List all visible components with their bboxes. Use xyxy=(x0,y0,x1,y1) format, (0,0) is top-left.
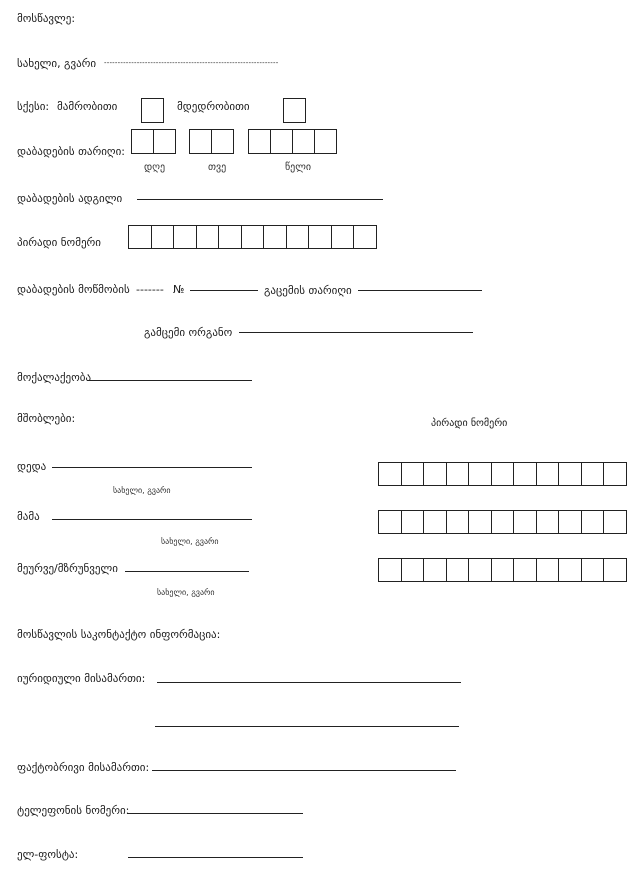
guardian-name-line[interactable] xyxy=(125,571,249,572)
name-field[interactable]: ---------------------------------------------------------------- xyxy=(104,59,279,67)
male-label: მამრობითი xyxy=(57,100,118,113)
student-heading: მოსწავლე: xyxy=(17,12,76,25)
guardian-label: მეურვე/მზრუნველი xyxy=(17,562,118,575)
number-sign: № xyxy=(173,283,185,296)
mother-label: დედა xyxy=(17,460,47,473)
guardian-name-caption: სახელი, გვარი xyxy=(157,588,215,597)
mother-personal-number-boxes[interactable] xyxy=(378,462,627,486)
legal-address-line-2[interactable] xyxy=(155,726,459,727)
issuing-authority-label: გამცემი ორგანო xyxy=(144,326,233,339)
guardian-personal-number-boxes[interactable] xyxy=(378,558,627,582)
father-personal-number-boxes[interactable] xyxy=(378,510,627,534)
mother-name-caption: სახელი, გვარი xyxy=(113,486,171,495)
parents-heading: მშობლები: xyxy=(17,412,76,425)
year-caption: წელი xyxy=(285,162,312,173)
birth-certificate-label: დაბადების მოწმობის xyxy=(17,283,130,296)
citizenship-line[interactable] xyxy=(87,380,252,381)
phone-line[interactable] xyxy=(128,813,303,814)
contact-heading: მოსწავლის საკონტაქტო ინფორმაცია: xyxy=(17,628,221,641)
male-checkbox[interactable] xyxy=(141,98,164,123)
birth-certificate-dashes: ------- xyxy=(136,283,164,296)
certificate-number-line[interactable] xyxy=(190,290,258,291)
birth-place-label: დაბადების ადგილი xyxy=(17,192,123,205)
name-label: სახელი, გვარი xyxy=(17,57,97,70)
female-checkbox[interactable] xyxy=(283,98,306,123)
month-caption: თვე xyxy=(208,162,227,173)
issuing-authority-line[interactable] xyxy=(239,332,473,333)
personal-number-boxes[interactable] xyxy=(128,225,377,249)
phone-label: ტელეფონის ნომერი: xyxy=(17,804,130,817)
father-label: მამა xyxy=(17,510,40,523)
female-label: მდედრობითი xyxy=(177,100,250,113)
parents-personal-number-header: პირადი ნომერი xyxy=(431,418,508,429)
day-caption: დღე xyxy=(144,162,166,173)
birth-day-boxes[interactable] xyxy=(131,129,176,154)
issue-date-line[interactable] xyxy=(358,290,482,291)
email-label: ელ-ფოსტა: xyxy=(17,848,79,861)
father-name-caption: სახელი, გვარი xyxy=(161,537,219,546)
birth-place-line[interactable] xyxy=(137,199,383,200)
actual-address-line[interactable] xyxy=(152,770,456,771)
legal-address-label: იურიდიული მისამართი: xyxy=(17,672,146,685)
mother-name-line[interactable] xyxy=(52,467,252,468)
issue-date-label: გაცემის თარიღი xyxy=(264,284,352,297)
actual-address-label: ფაქტობრივი მისამართი: xyxy=(17,761,150,774)
birth-month-boxes[interactable] xyxy=(189,129,234,154)
citizenship-label: მოქალაქეობა xyxy=(17,371,92,384)
email-line[interactable] xyxy=(128,857,303,858)
personal-number-label: პირადი ნომერი xyxy=(17,236,101,249)
birth-date-label: დაბადების თარიღი: xyxy=(17,145,125,158)
father-name-line[interactable] xyxy=(52,519,252,520)
legal-address-line-1[interactable] xyxy=(157,682,461,683)
birth-year-boxes[interactable] xyxy=(248,129,337,154)
sex-label: სქესი: xyxy=(17,100,50,113)
